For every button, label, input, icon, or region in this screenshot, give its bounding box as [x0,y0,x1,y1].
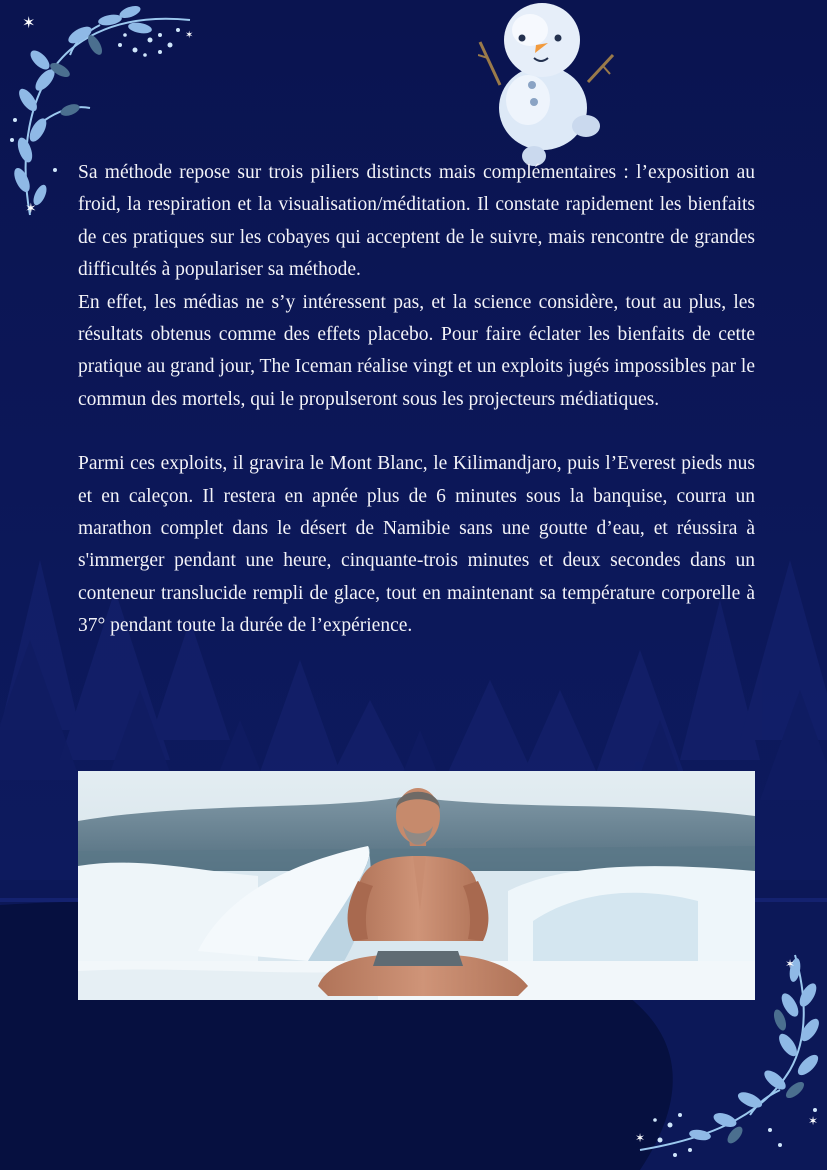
svg-text:✶: ✶ [808,1114,819,1128]
paragraph-3: Parmi ces exploits, il gravira le Mont Blanc, le Kilimandjaro, puis l’Everest pieds nus et en caleçon. Il restera en apnée plus de 6 minutes sous la banquise, courra un marathon complet dans le désert de Namibie sans une goutte d’eau, et réussira à s'immerger pendant une heure, cinquante-trois minutes et deux secondes dans un conteneur translucide rempli de glace, tout en maintenant sa température corporelle à 37° pendant toute la durée de l’expérience. [78,453,755,637]
svg-text:✶: ✶ [25,201,37,217]
svg-text:✶: ✶ [635,1131,646,1145]
svg-text:✶: ✶ [185,30,194,41]
snowman-icon [478,0,618,168]
man-meditating-on-ice-photo [78,771,755,1000]
svg-text:✶: ✶ [785,957,796,971]
body-text [78,157,755,643]
paragraph-2: En effet, les médias ne s’y intéressent pas, et la science considère, tout au plus, les résultats obtenus comme des effets placebo. Pour faire éclater les bienfaits de cette pratique au grand jour, The Iceman réalise vingt et un exploits jugés impossibles par le commun des mortels, qui le propulseront sous les projecteurs médiatiques. [78,291,755,410]
svg-text:✶: ✶ [22,13,36,32]
paragraph-1: Sa méthode repose sur trois piliers distincts mais complémentaires : l’exposition au froid, la respiration et la visualisation/méditation. Il constate rapidement les bienfaits de ces pratiques sur les cobayes qui acceptent de le suivre, mais rencontre de grandes difficultés à populariser sa méthode. [78,162,755,281]
